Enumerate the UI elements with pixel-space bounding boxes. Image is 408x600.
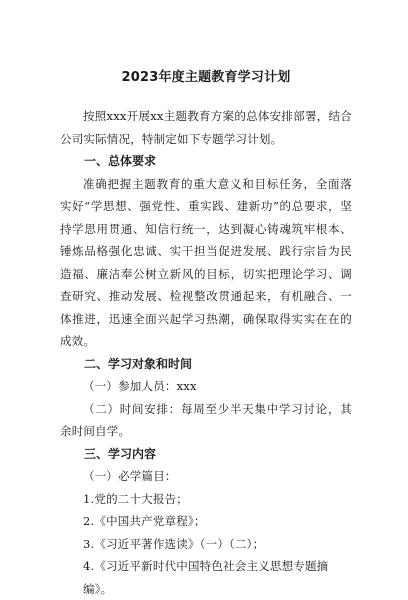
- section-heading-general-requirements: 一、总体要求: [84, 154, 157, 168]
- schedule-paragraph: （二）时间安排：每周至少半天集中学习讨论，其余时间自学。: [60, 401, 352, 438]
- reading-item: 1.党的二十大报告；: [83, 491, 188, 506]
- reading-item: 4.《习近平新时代中国特色社会主义思想专题摘编》。: [83, 559, 329, 596]
- section-heading-participants-and-time: 二、学习对象和时间: [84, 356, 193, 371]
- document-title: 2023年度主题教育学习计划: [121, 70, 291, 85]
- participants-line: （一）参加人员：xxx: [83, 379, 197, 393]
- intro-paragraph: 按照xxx开展xx主题教育方案的总体安排部署，结合公司实际情况，特制定如下专题学习计划。: [60, 109, 352, 146]
- reading-item: 3.《习近平著作选读》（一）（二）；: [83, 536, 265, 551]
- general-requirements-paragraph: 准确把握主题教育的重大意义和目标任务，全面落实好“学思想、强党性、重实践、建新功”的总要求，坚持学思用贯通、知信行统一，达到凝心铸魂筑牢根本、锤炼品格强化忠诚、实干担当促进发展、践行宗旨为民造福、廉洁奉公树立新风的目标，切实把理论学习、调查研究、推动发展、检视整改贯通起来，有机融合、一体推进，迅速全面兴起学习热潮，确保取得实实在在的成效。: [60, 176, 352, 348]
- required-readings-label: （一）必学篇目：: [83, 469, 177, 483]
- reading-item: 2.《中国共产党章程》；: [83, 514, 206, 528]
- section-heading-study-content: 三、学习内容: [84, 446, 157, 461]
